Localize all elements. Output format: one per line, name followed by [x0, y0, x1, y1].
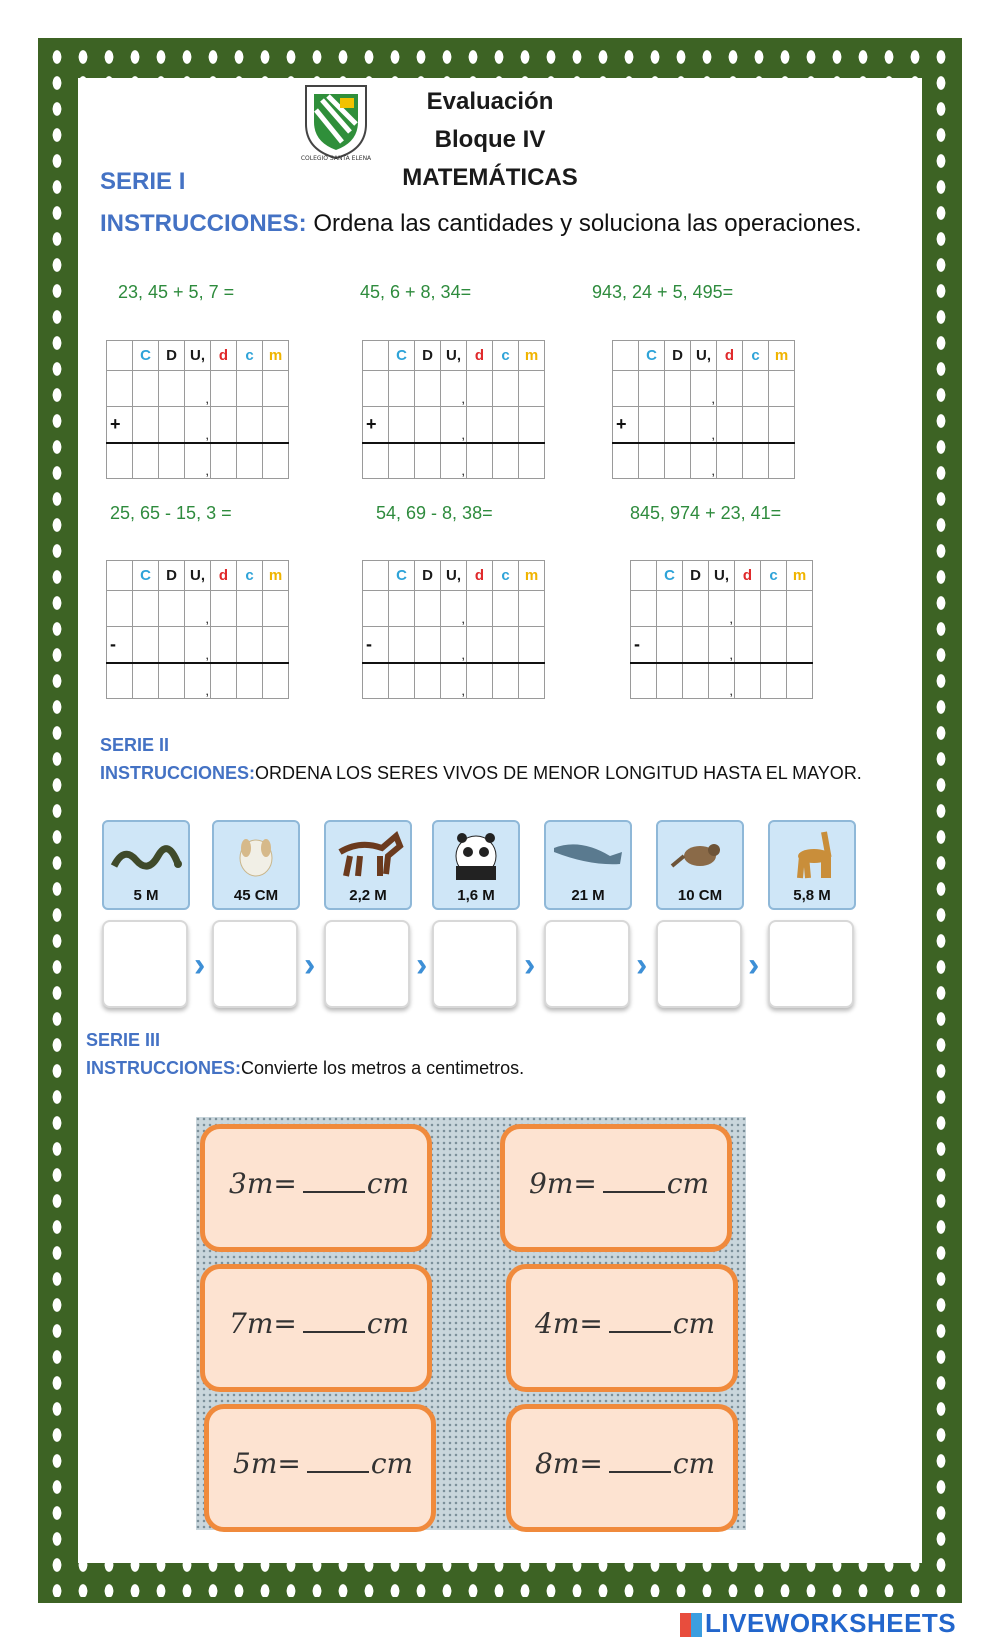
grid-cell[interactable]	[683, 591, 709, 627]
decimal-comma-cell[interactable]: ,	[441, 663, 467, 699]
grid-cell[interactable]	[787, 627, 813, 663]
grid-cell[interactable]	[735, 591, 761, 627]
meters-value: 5m=	[233, 1447, 301, 1480]
grid-cell[interactable]	[389, 663, 415, 699]
grid-cell[interactable]	[133, 591, 159, 627]
grid-column-header: D	[159, 561, 185, 591]
grid-cell[interactable]	[519, 443, 545, 479]
grid-cell[interactable]	[107, 591, 133, 627]
animal-length-label: 10 CM	[677, 887, 723, 904]
liveworksheets-logo	[680, 1608, 956, 1639]
grid-cell[interactable]	[263, 371, 289, 407]
grid-cell[interactable]	[133, 663, 159, 699]
grid-cell[interactable]	[389, 591, 415, 627]
meters-value: 9m=	[529, 1167, 597, 1200]
decimal-comma-cell[interactable]: ,	[185, 443, 211, 479]
grid-cell[interactable]	[717, 407, 743, 443]
grid-column-header: c	[761, 561, 787, 591]
animal-card[interactable]	[768, 820, 856, 910]
grid-column-header: C	[657, 561, 683, 591]
animal-card[interactable]	[102, 820, 190, 910]
serie-3-instructions	[86, 1058, 524, 1079]
unit-label: cm	[672, 1447, 716, 1480]
grid-cell[interactable]	[493, 627, 519, 663]
grid-cell[interactable]	[211, 407, 237, 443]
grid-cell[interactable]	[159, 591, 185, 627]
grid-cell[interactable]	[493, 591, 519, 627]
grid-cell[interactable]	[613, 443, 639, 479]
whale-icon	[550, 826, 626, 882]
dog-icon	[218, 826, 294, 882]
chevron-right-icon: ›	[748, 946, 760, 984]
grid-cell[interactable]	[159, 407, 185, 443]
instr-label: INSTRUCCIONES:	[100, 763, 256, 783]
grid-column-header: c	[743, 341, 769, 371]
operation-label: 25, 65 - 15, 3 =	[110, 503, 232, 523]
conversion-card	[506, 1404, 738, 1532]
instr-label: INSTRUCCIONES:	[86, 1058, 242, 1078]
meters-value: 8m=	[535, 1447, 603, 1480]
grid-cell[interactable]	[519, 591, 545, 627]
answer-drop-slot[interactable]	[432, 920, 518, 1008]
grid-cell[interactable]	[657, 591, 683, 627]
grid-cell[interactable]	[467, 443, 493, 479]
grid-column-header: U,	[185, 341, 211, 371]
grid-cell[interactable]	[493, 443, 519, 479]
answer-blank-input[interactable]	[307, 1471, 369, 1473]
answer-drop-slot[interactable]	[102, 920, 188, 1008]
decimal-comma-cell[interactable]: ,	[441, 443, 467, 479]
grid-cell[interactable]	[415, 591, 441, 627]
grid-column-header: m	[519, 341, 545, 371]
grid-corner	[631, 561, 657, 591]
grid-column-header: D	[683, 561, 709, 591]
grid-cell[interactable]	[769, 371, 795, 407]
grid-cell[interactable]	[133, 443, 159, 479]
answer-blank-input[interactable]	[603, 1191, 665, 1193]
grid-cell[interactable]	[133, 627, 159, 663]
grid-column-header: m	[769, 341, 795, 371]
conversion-card	[200, 1264, 432, 1392]
grid-column-header: C	[133, 561, 159, 591]
grid-cell[interactable]	[415, 627, 441, 663]
grid-cell[interactable]	[665, 407, 691, 443]
grid-column-header: U,	[441, 341, 467, 371]
grid-cell[interactable]	[363, 443, 389, 479]
conversion-card	[200, 1124, 432, 1252]
horse-icon	[330, 826, 406, 882]
logo-text: COLEGIO SANTA ELENA	[300, 155, 372, 162]
title-evaluacion: Evaluación	[426, 88, 554, 115]
animal-card[interactable]	[324, 820, 412, 910]
sparrow-icon	[662, 826, 738, 882]
grid-column-header: U,	[691, 341, 717, 371]
grid-column-header: d	[735, 561, 761, 591]
grid-cell[interactable]	[263, 407, 289, 443]
grid-cell[interactable]	[237, 663, 263, 699]
digit-grid	[612, 340, 795, 479]
grid-cell[interactable]	[263, 443, 289, 479]
unit-label: cm	[366, 1307, 410, 1340]
grid-cell[interactable]	[657, 627, 683, 663]
meters-value: 3m=	[229, 1167, 297, 1200]
decimal-comma-cell[interactable]: ,	[185, 663, 211, 699]
operation-label: 943, 24 + 5, 495=	[592, 282, 734, 302]
serie-3-heading: SERIE III	[86, 1030, 161, 1050]
chevron-right-icon: ›	[636, 946, 648, 984]
grid-cell[interactable]	[389, 407, 415, 443]
grid-cell[interactable]	[211, 627, 237, 663]
serie-1-heading: SERIE I	[100, 168, 186, 195]
conversion-card	[506, 1264, 738, 1392]
grid-cell[interactable]	[717, 371, 743, 407]
grid-cell[interactable]	[389, 371, 415, 407]
animal-length-label: 21 M	[571, 887, 605, 904]
decimal-comma-cell[interactable]: ,	[441, 371, 467, 407]
grid-cell[interactable]	[263, 627, 289, 663]
grid-column-header: d	[717, 341, 743, 371]
grid-cell[interactable]	[665, 371, 691, 407]
grid-column-header: c	[493, 561, 519, 591]
grid-column-header: c	[237, 341, 263, 371]
answer-blank-input[interactable]	[609, 1331, 671, 1333]
grid-cell[interactable]	[769, 407, 795, 443]
animal-length-label: 5 M	[133, 887, 159, 904]
animal-length-label: 2,2 M	[349, 887, 387, 904]
grid-cell[interactable]	[107, 663, 133, 699]
unit-label: cm	[366, 1167, 410, 1200]
grid-cell[interactable]	[237, 371, 263, 407]
grid-cell[interactable]	[363, 591, 389, 627]
grid-cell[interactable]	[211, 443, 237, 479]
grid-cell[interactable]	[631, 663, 657, 699]
grid-cell[interactable]	[237, 443, 263, 479]
grid-cell[interactable]	[769, 443, 795, 479]
digit-grid	[362, 560, 545, 699]
instr-text: Convierte los metros a centimetros.	[241, 1058, 525, 1078]
grid-cell[interactable]	[211, 663, 237, 699]
decimal-comma-cell[interactable]: ,	[185, 591, 211, 627]
grid-cell[interactable]	[519, 663, 545, 699]
unit-label: cm	[672, 1307, 716, 1340]
decimal-comma-cell[interactable]: ,	[185, 371, 211, 407]
grid-corner	[107, 341, 133, 371]
decimal-comma-cell[interactable]: ,	[691, 443, 717, 479]
grid-cell[interactable]	[107, 443, 133, 479]
grid-cell[interactable]	[639, 443, 665, 479]
grid-cell[interactable]	[735, 627, 761, 663]
grid-column-header: m	[263, 561, 289, 591]
grid-cell[interactable]	[467, 407, 493, 443]
giraffe-icon	[774, 826, 850, 882]
instr-label: INSTRUCCIONES:	[100, 210, 307, 237]
grid-cell[interactable]	[717, 443, 743, 479]
decimal-comma-cell[interactable]: ,	[709, 663, 735, 699]
grid-cell[interactable]	[389, 627, 415, 663]
grid-cell[interactable]	[743, 443, 769, 479]
serie-2-instructions	[100, 763, 862, 784]
grid-cell[interactable]	[761, 627, 787, 663]
grid-column-header: D	[415, 341, 441, 371]
animal-card[interactable]	[544, 820, 632, 910]
grid-cell[interactable]	[467, 591, 493, 627]
grid-cell[interactable]	[263, 663, 289, 699]
grid-corner	[613, 341, 639, 371]
grid-column-header: d	[467, 341, 493, 371]
animal-card[interactable]	[432, 820, 520, 910]
serie-2-heading: SERIE II	[100, 735, 170, 755]
grid-cell[interactable]	[787, 663, 813, 699]
grid-cell[interactable]	[467, 663, 493, 699]
grid-cell[interactable]	[639, 407, 665, 443]
animal-length-label: 1,6 M	[457, 887, 495, 904]
answer-drop-slot[interactable]	[768, 920, 854, 1008]
animal-length-label: 45 CM	[233, 887, 279, 904]
grid-cell[interactable]	[237, 407, 263, 443]
grid-cell[interactable]	[159, 627, 185, 663]
chevron-right-icon: ›	[194, 946, 206, 984]
grid-column-header: m	[519, 561, 545, 591]
instr-text: ORDENA LOS SERES VIVOS DE MENOR LONGITUD HASTA EL MAYOR.	[255, 763, 862, 783]
meters-value: 7m=	[229, 1307, 297, 1340]
grid-cell[interactable]	[133, 407, 159, 443]
animal-card[interactable]	[656, 820, 744, 910]
answer-drop-slot[interactable]	[544, 920, 630, 1008]
unit-label: cm	[370, 1447, 414, 1480]
operation-sign: +	[613, 407, 639, 443]
grid-cell[interactable]	[159, 443, 185, 479]
grid-cell[interactable]	[743, 407, 769, 443]
operation-sign: +	[363, 407, 389, 443]
instr-text: Ordena las cantidades y soluciona las operaciones.	[313, 210, 862, 237]
chevron-right-icon: ›	[416, 946, 428, 984]
snake-icon	[108, 826, 184, 882]
grid-cell[interactable]	[415, 371, 441, 407]
operation-sign: -	[363, 627, 389, 663]
grid-cell[interactable]	[493, 371, 519, 407]
digit-grid	[106, 340, 289, 479]
grid-cell[interactable]	[415, 443, 441, 479]
lw-badge-icon	[680, 1613, 702, 1637]
grid-column-header: U,	[185, 561, 211, 591]
meters-value: 4m=	[535, 1307, 603, 1340]
operation-sign: -	[631, 627, 657, 663]
grid-cell[interactable]	[363, 663, 389, 699]
grid-cell[interactable]	[761, 591, 787, 627]
answer-drop-slot[interactable]	[324, 920, 410, 1008]
grid-cell[interactable]	[519, 371, 545, 407]
title-subject: MATEMÁTICAS	[402, 164, 578, 191]
grid-cell[interactable]	[467, 371, 493, 407]
grid-cell[interactable]	[159, 371, 185, 407]
grid-corner	[363, 561, 389, 591]
conversion-card	[500, 1124, 732, 1252]
chevron-right-icon: ›	[304, 946, 316, 984]
grid-column-header: C	[389, 561, 415, 591]
grid-cell[interactable]	[237, 627, 263, 663]
answer-drop-slot[interactable]	[212, 920, 298, 1008]
serie-1-instructions	[100, 205, 900, 243]
grid-column-header: C	[389, 341, 415, 371]
grid-cell[interactable]	[493, 663, 519, 699]
grid-cell[interactable]	[211, 591, 237, 627]
grid-cell[interactable]	[657, 663, 683, 699]
decimal-comma-cell[interactable]: ,	[709, 627, 735, 663]
grid-cell[interactable]	[761, 663, 787, 699]
panda-icon	[438, 826, 514, 882]
digit-grid	[362, 340, 545, 479]
grid-column-header: d	[211, 341, 237, 371]
grid-cell[interactable]	[467, 627, 493, 663]
decimal-comma-cell[interactable]: ,	[185, 407, 211, 443]
grid-column-header: m	[787, 561, 813, 591]
grid-cell[interactable]	[415, 407, 441, 443]
decimal-comma-cell[interactable]: ,	[691, 371, 717, 407]
animal-card[interactable]	[212, 820, 300, 910]
grid-cell[interactable]	[631, 591, 657, 627]
grid-cell[interactable]	[107, 371, 133, 407]
grid-column-header: d	[211, 561, 237, 591]
grid-column-header: U,	[709, 561, 735, 591]
grid-column-header: d	[467, 561, 493, 591]
grid-cell[interactable]	[263, 591, 289, 627]
grid-cell[interactable]	[415, 663, 441, 699]
answer-blank-input[interactable]	[609, 1471, 671, 1473]
grid-column-header: C	[133, 341, 159, 371]
grid-column-header: m	[263, 341, 289, 371]
grid-cell[interactable]	[613, 371, 639, 407]
grid-cell[interactable]	[519, 627, 545, 663]
brand-text: LIVEWORKSHEETS	[705, 1608, 957, 1638]
grid-cell[interactable]	[519, 407, 545, 443]
grid-corner	[363, 341, 389, 371]
answer-blank-input[interactable]	[303, 1191, 365, 1193]
grid-column-header: D	[159, 341, 185, 371]
grid-cell[interactable]	[389, 443, 415, 479]
grid-cell[interactable]	[735, 663, 761, 699]
operation-label: 54, 69 - 8, 38=	[376, 503, 493, 523]
animal-length-label: 5,8 M	[793, 887, 831, 904]
answer-drop-slot[interactable]	[656, 920, 742, 1008]
decimal-comma-cell[interactable]: ,	[441, 627, 467, 663]
decimal-comma-cell[interactable]: ,	[185, 627, 211, 663]
grid-corner	[107, 561, 133, 591]
operation-label: 45, 6 + 8, 34=	[360, 282, 472, 302]
grid-cell[interactable]	[683, 627, 709, 663]
decimal-comma-cell[interactable]: ,	[691, 407, 717, 443]
digit-grid	[630, 560, 813, 699]
decimal-comma-cell[interactable]: ,	[709, 591, 735, 627]
digit-grid	[106, 560, 289, 699]
grid-column-header: c	[237, 561, 263, 591]
grid-column-header: C	[639, 341, 665, 371]
grid-cell[interactable]	[787, 591, 813, 627]
grid-cell[interactable]	[133, 371, 159, 407]
grid-column-header: D	[415, 561, 441, 591]
answer-blank-input[interactable]	[303, 1331, 365, 1333]
unit-label: cm	[666, 1167, 710, 1200]
operation-sign: +	[107, 407, 133, 443]
grid-cell[interactable]	[211, 371, 237, 407]
conversion-card	[204, 1404, 436, 1532]
grid-column-header: U,	[441, 561, 467, 591]
operation-sign: -	[107, 627, 133, 663]
grid-cell[interactable]	[493, 407, 519, 443]
operation-label: 23, 45 + 5, 7 =	[118, 282, 235, 302]
operation-label: 845, 974 + 23, 41=	[630, 503, 782, 523]
decimal-comma-cell[interactable]: ,	[441, 407, 467, 443]
grid-column-header: D	[665, 341, 691, 371]
title-bloque: Bloque IV	[434, 126, 546, 153]
decimal-comma-cell[interactable]: ,	[441, 591, 467, 627]
grid-cell[interactable]	[237, 591, 263, 627]
grid-cell[interactable]	[743, 371, 769, 407]
chevron-right-icon: ›	[524, 946, 536, 984]
grid-cell[interactable]	[683, 663, 709, 699]
grid-column-header: c	[493, 341, 519, 371]
grid-cell[interactable]	[159, 663, 185, 699]
grid-cell[interactable]	[363, 371, 389, 407]
grid-cell[interactable]	[639, 371, 665, 407]
grid-cell[interactable]	[665, 443, 691, 479]
